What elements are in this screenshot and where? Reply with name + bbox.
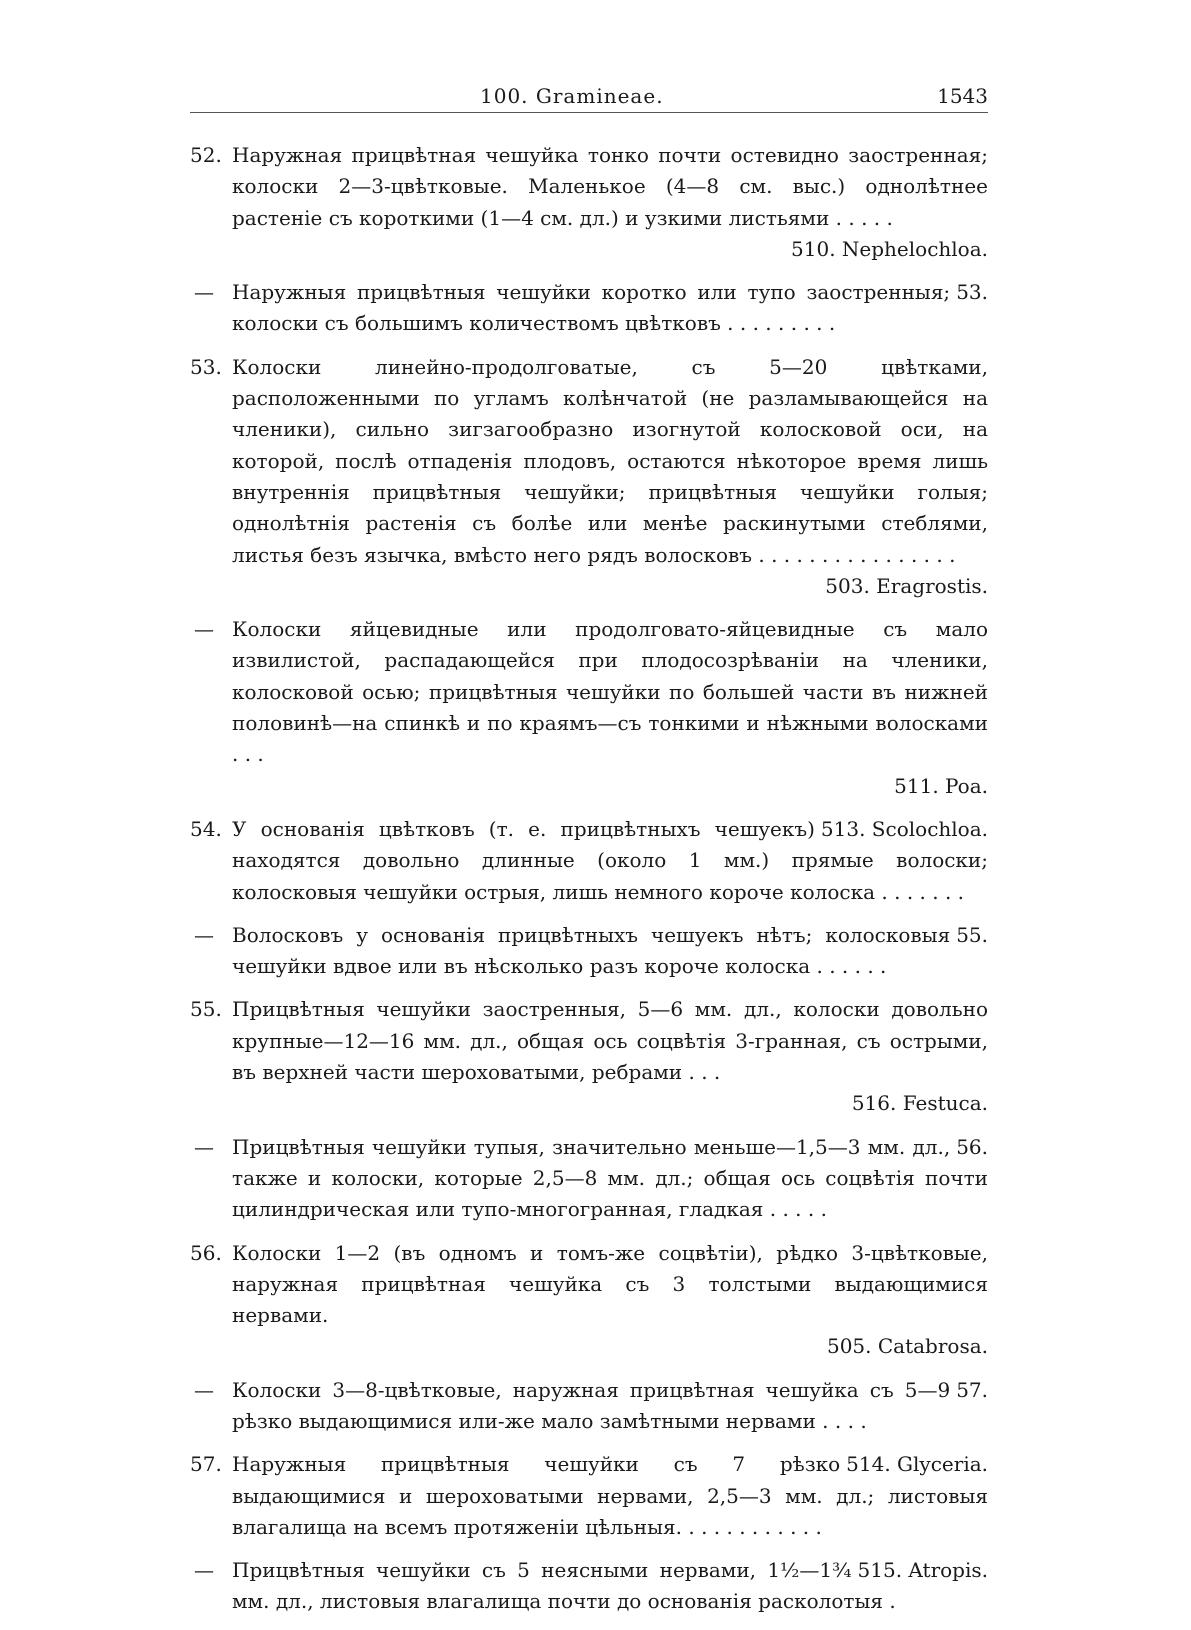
page-number: 1543 <box>937 84 988 108</box>
entry-number: 55. <box>190 997 222 1022</box>
entry-reference: 511. Poa. <box>894 773 988 798</box>
entry-text: Наружная прицвѣтная чешуйка тонко почти остевидно заостренная; колоски 2—3-цвѣтковые. Маленькое (4—8 см. выс.) однолѣтнее растеніе съ короткими (1—4 см. дл.) и узкими листьями . . . . . <box>232 143 988 230</box>
entry-text: Прицвѣтныя чешуйки заостренныя, 5—6 мм. дл., колоски довольно крупные—12—16 мм. дл., общая ось соцвѣтія 3-гранная, съ острыми, въ верхней части шероховатыми, ребрами . . . <box>232 997 988 1085</box>
key-content <box>190 140 988 1630</box>
entry-reference: 53. <box>956 280 988 305</box>
key-entry-53 <box>190 352 988 602</box>
entry-reference: 510. Nephelochloa. <box>791 236 988 261</box>
entry-text: Колоски 3—8-цвѣтковые, наружная прицвѣтная чешуйка съ 5—9 рѣзко выдающимися или-же мало замѣтными нервами . . . . <box>232 1377 951 1433</box>
entry-reference: 513. Scolochloa. <box>820 816 988 841</box>
entry-text: Колоски 1—2 (въ одномъ и томъ-же соцвѣтіи), рѣдко 3-цвѣтковые, наружная прицвѣтная чешуйка съ 3 толстыми выдающимися нервами. <box>232 1240 988 1328</box>
entry-number: 57. <box>190 1452 222 1477</box>
entry-text: Прицвѣтныя чешуйки тупыя, значительно меньше—1,5—3 мм. дл., также и колоски, которые 2,5—8 мм. дл.; общая ось соцвѣтія почти цилиндрическая или тупо-многогранная, гладкая . . . . . <box>232 1134 988 1222</box>
entry-number: 54. <box>190 816 222 841</box>
entry-text: Колоски яйцевидные или продолговато-яйцевидные съ мало извилистой, распадающейся при плодосозрѣваніи на членики, колосковой осью; прицвѣтныя чешуйки по большей части въ нижней половинѣ—на спинкѣ и по краямъ—съ тонкими и нѣжными волосками . . . <box>232 617 988 767</box>
key-entry-55 <box>190 994 988 1119</box>
entry-dash: — <box>194 617 214 642</box>
entry-reference: 55. <box>956 922 988 947</box>
entry-dash: — <box>194 1558 214 1583</box>
running-header <box>190 82 988 113</box>
entry-text: Колоски линейно-продолговатые, съ 5—20 цвѣтками, расположенными по угламъ колѣнчатой (не разламывающейся на членики), сильно зигзагообразно изогнутой колосковой оси, на которой, послѣ отпаденія плодовъ, остаются нѣкоторое время лишь внутреннія прицвѣтныя чешуйки; прицвѣтныя чешуйки голыя; однолѣтнія растенія съ болѣе или менѣе раскинутыми стеблями, листья безъ язычка, вмѣсто него рядъ волосковъ . . . . . . . . . . . . . . . . <box>232 354 988 567</box>
entry-number: 52. <box>190 143 222 167</box>
entry-dash: — <box>194 1134 214 1159</box>
key-entry-52 <box>190 140 988 265</box>
entry-number: 56. <box>190 1240 222 1265</box>
entry-reference: 514. Glyceria. <box>846 1452 988 1477</box>
key-entry-56 <box>190 1238 988 1363</box>
entry-dash: — <box>194 1377 214 1402</box>
entry-reference: 503. Eragrostis. <box>825 573 988 598</box>
entry-reference: 57. <box>956 1377 988 1402</box>
key-entry-55-alt <box>190 1132 988 1226</box>
key-entry-56-alt <box>190 1375 988 1438</box>
key-entry-54-alt <box>190 920 988 983</box>
entry-number: 53. <box>190 354 222 379</box>
entry-reference: 56. <box>956 1134 988 1159</box>
entry-text: Наружныя прицвѣтныя чешуйки съ 7 рѣзко выдающимися и шероховатыми нервами, 2,5—3 мм. дл.; листовыя влагалища на всемъ протяженіи цѣльныя. . . . . . . . . . . . <box>232 1452 988 1539</box>
entry-text: У основанія цвѣтковъ (т. е. прицвѣтныхъ чешуекъ) находятся довольно длинные (около 1 мм.) прямые волоски; колосковыя чешуйки острыя, лишь немного короче колоска . . . . . . . <box>232 816 988 904</box>
entry-reference: 505. Catabrosa. <box>826 1334 988 1359</box>
key-entry-53-alt <box>190 614 988 802</box>
key-entry-52-alt <box>190 277 988 340</box>
entry-reference: 515. Atropis. <box>857 1558 988 1583</box>
key-entry-54 <box>190 814 988 908</box>
entry-text: Волосковъ у основанія прицвѣтныхъ чешуекъ нѣтъ; колосковыя чешуйки вдвое или въ нѣсколько разъ короче колоска . . . . . . <box>232 922 951 979</box>
key-entry-57-alt <box>190 1555 988 1618</box>
entry-reference: 516. Festuca. <box>851 1091 988 1116</box>
entry-text: Наружныя прицвѣтныя чешуйки коротко или тупо заостренныя; колоски съ большимъ количествомъ цвѣтковъ . . . . . . . . . <box>232 280 951 336</box>
key-entry-57 <box>190 1449 988 1543</box>
entry-text: Прицвѣтныя чешуйки съ 5 неясными нервами, 1½—1¾ мм. дл., листовыя влагалища почти до основанія расколотыя . <box>232 1558 896 1614</box>
entry-dash: — <box>194 280 214 305</box>
entry-dash: — <box>194 922 214 947</box>
header-title: 100. Gramineae. <box>480 84 664 108</box>
